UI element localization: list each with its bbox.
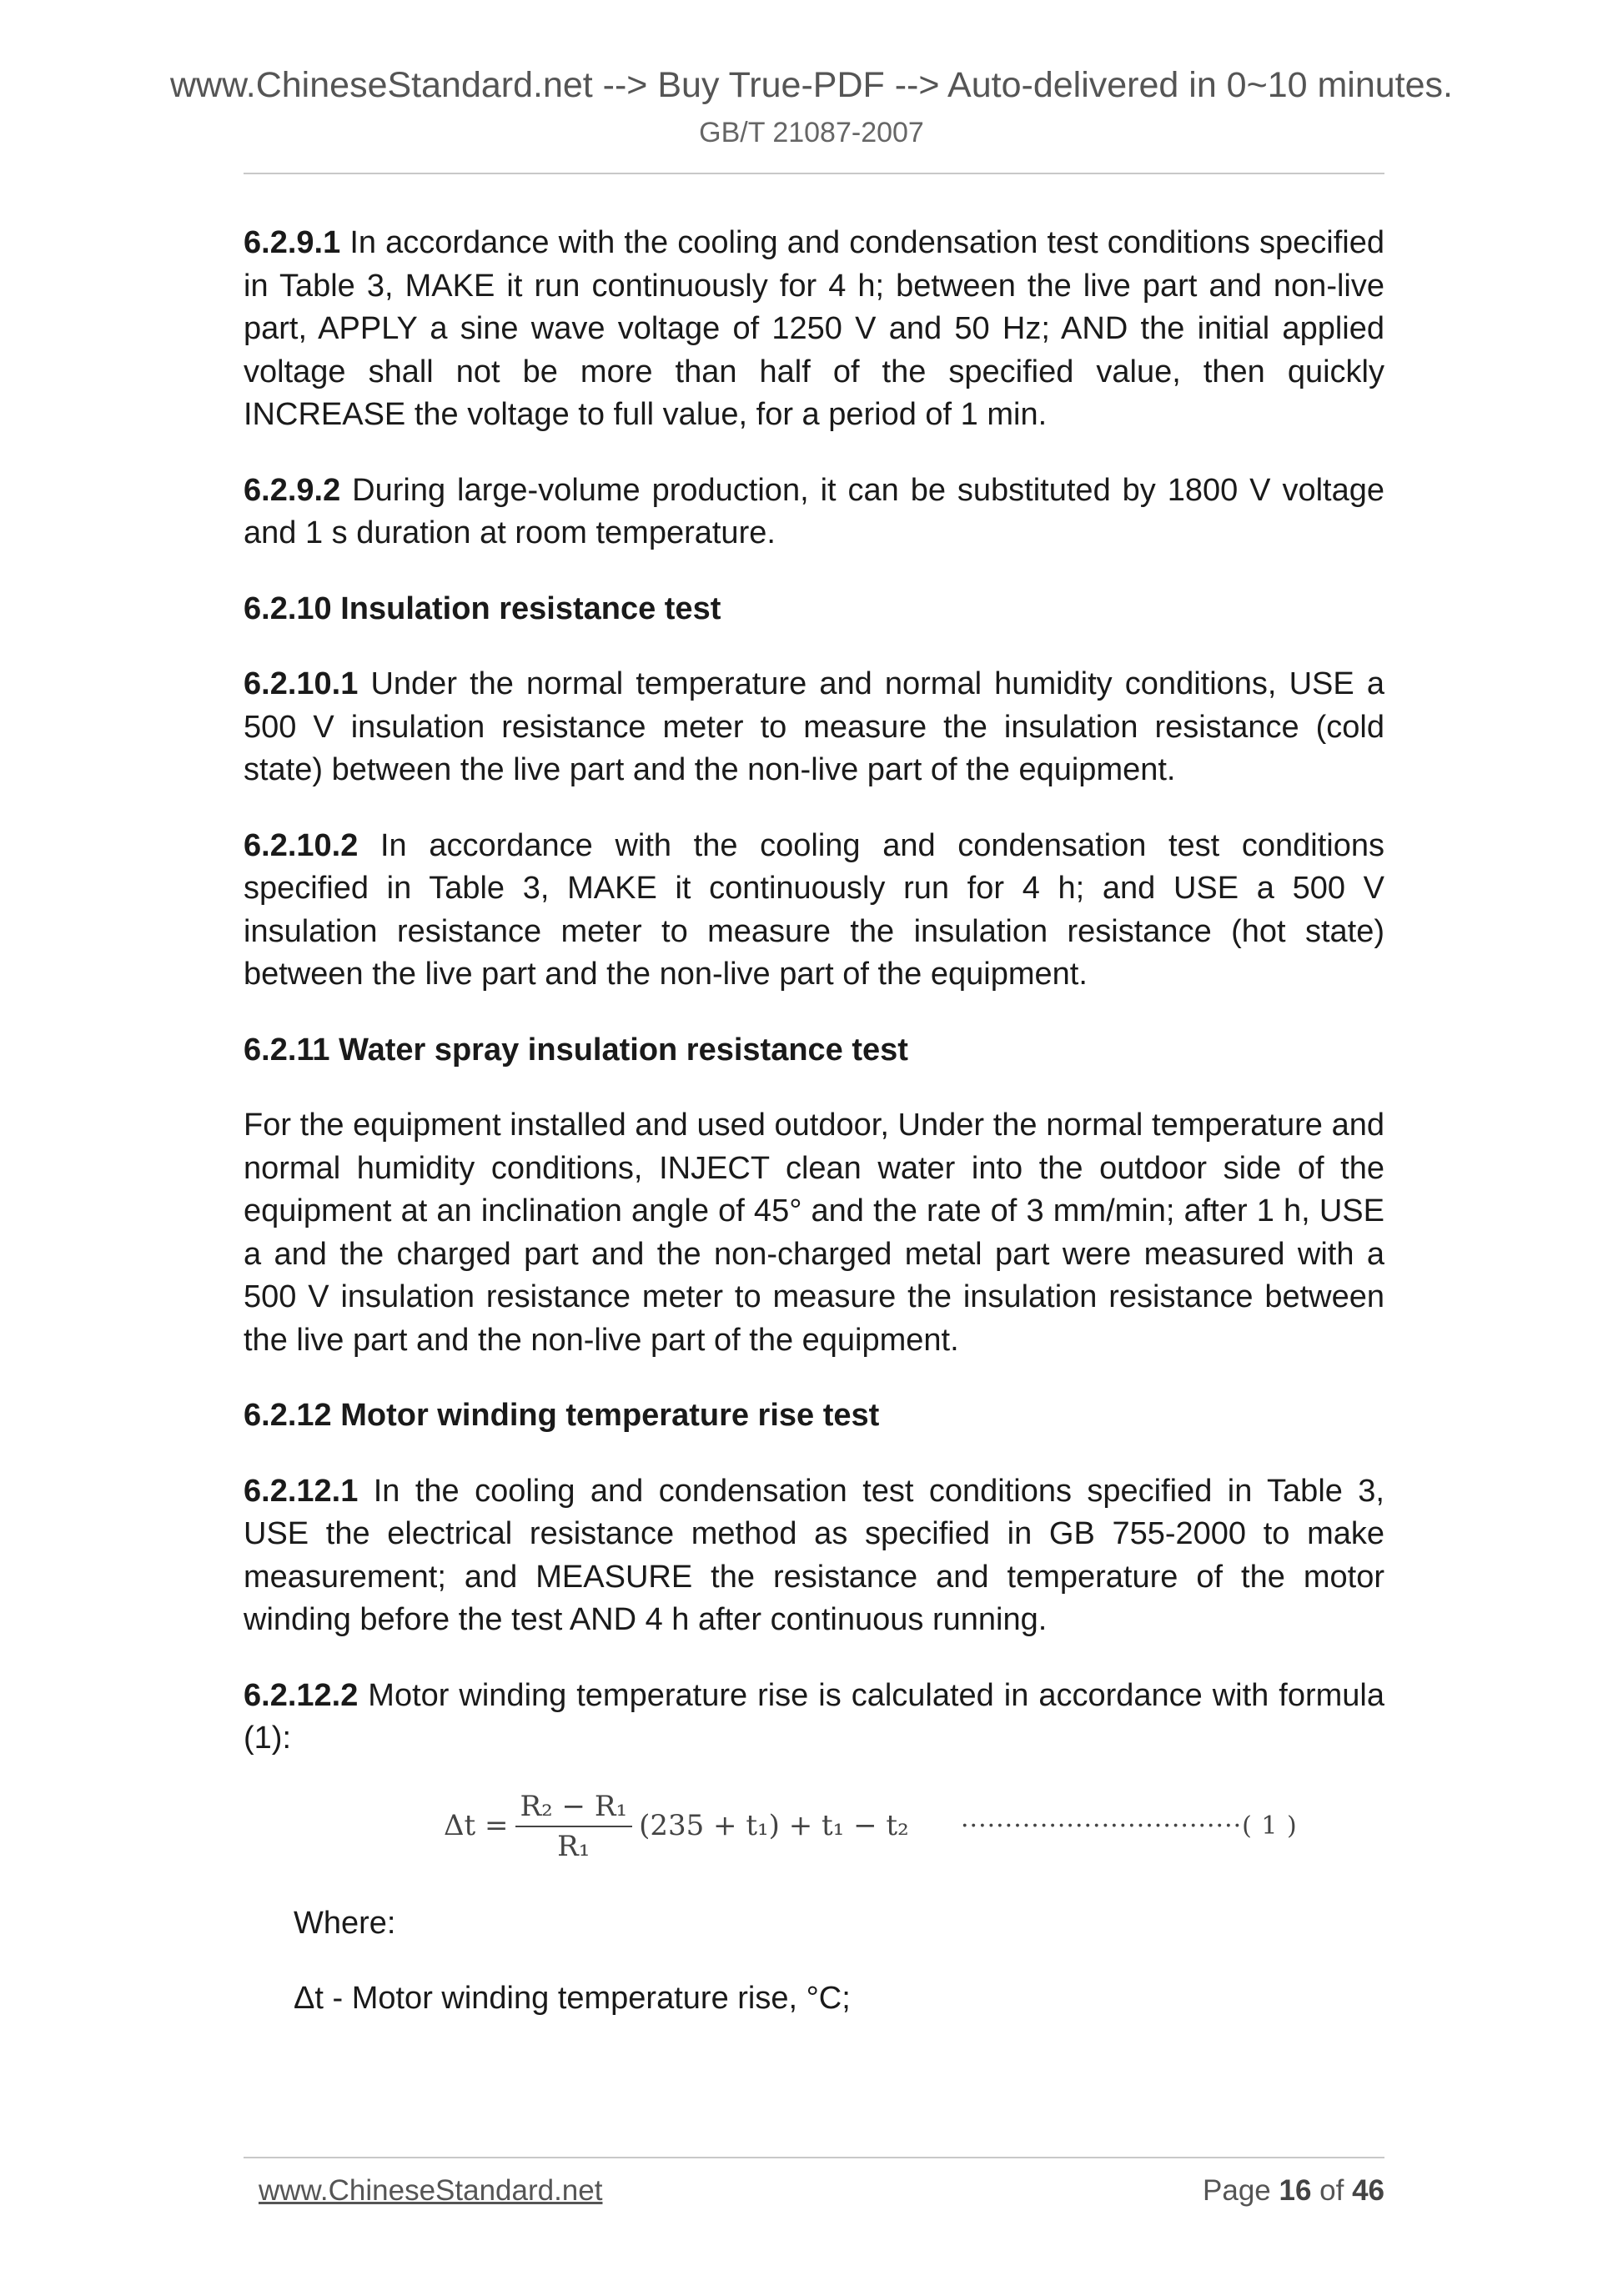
- clause-6-2-11-text: For the equipment installed and used outdoor, Under the normal temperature and normal humidity conditions, INJECT clean water into the outdoor side of the equipment at an inclination angle of 45° and the rate of 3 mm/min; after 1 h, USE a and the charged part and the non-charged metal part were measured with a 500 V insulation resistance meter to measure the insulation resistance between the live part and the non-live part of the equipment.: [244, 1108, 1384, 1358]
- clause-text: In the cooling and condensation test conditions specified in Table 3, USE the electrical resistance method as specified in GB 755-2000 to make measurement; and MEASURE the resistance and temperature of the motor winding before the test AND 4 h after continuous running.: [244, 1473, 1384, 1637]
- clause-text: During large-volume production, it can be substituted by 1800 V voltage and 1 s duration at room temperature.: [244, 472, 1384, 550]
- formula-number-leader: [961, 1781, 1298, 1872]
- formula-lhs: Δt =: [444, 1808, 509, 1842]
- clause-number: 6.2.10.1: [244, 666, 359, 701]
- page-total: 46: [1352, 2174, 1384, 2207]
- where-label: Where:: [294, 1905, 396, 1941]
- footer-divider: [244, 2157, 1384, 2158]
- page-content: [244, 222, 1384, 2053]
- clause-number: 6.2.9.2: [244, 472, 341, 508]
- header-divider: [244, 173, 1384, 174]
- formula-1: [244, 1781, 1384, 1872]
- clause-text: Under the normal temperature and normal humidity conditions, USE a 500 V insulation resistance meter to measure the insulation resistance (cold state) between the live part and the non-live part of the equipment.: [244, 666, 1384, 787]
- heading-6-2-12: 6.2.12 Motor winding temperature rise test: [244, 1398, 880, 1433]
- clause-text: Motor winding temperature rise is calculated in accordance with formula (1):: [244, 1677, 1384, 1756]
- clause-text: In accordance with the cooling and condensation test conditions specified in Table 3, MAKE it run continuously for 4 h; between the live part and non-live part, APPLY a sine wave voltage of 1250 V and 50 Hz; AND the initial applied voltage shall not be more than half of the specified value, then quickly INCREASE the voltage to full value, for a period of 1 min.: [244, 225, 1384, 432]
- page-current: 16: [1279, 2174, 1312, 2207]
- heading-6-2-11: 6.2.11 Water spray insulation resistance test: [244, 1032, 908, 1068]
- page-prefix: Page: [1203, 2174, 1279, 2207]
- clause-number: 6.2.10.2: [244, 827, 359, 863]
- page-mid: of: [1311, 2174, 1353, 2207]
- formula-dots: ································: [961, 1811, 1243, 1841]
- page-number: [1084, 2174, 1384, 2208]
- clause-6-2-12-2: [244, 1675, 1384, 1761]
- formula-denominator: R₁: [557, 1829, 590, 1863]
- formula-rest: (235 + t₁) + t₁ − t₂: [639, 1808, 909, 1842]
- clause-6-2-9-2: [244, 470, 1384, 555]
- formula-numerator: R₂ − R₁: [515, 1787, 633, 1827]
- clause-number: 6.2.12.1: [244, 1473, 359, 1509]
- header-banner: www.ChineseStandard.net --> Buy True-PDF --> Auto-delivered in 0~10 minutes.: [169, 65, 1453, 105]
- standard-code: GB/T 21087-2007: [699, 117, 924, 148]
- clause-6-2-10-1: [244, 663, 1384, 792]
- clause-6-2-10-2: [244, 825, 1384, 997]
- clause-text: In accordance with the cooling and condensation test conditions specified in Table 3, MAKE it continuously run for 4 h; and USE a 500 V insulation resistance meter to measure the insulation resistance (hot state) between the live part and the non-live part of the equipment.: [244, 827, 1384, 992]
- formula-expression: [444, 1781, 909, 1872]
- clause-number: 6.2.9.1: [244, 225, 341, 260]
- clause-6-2-9-1: [244, 222, 1384, 437]
- heading-6-2-10: 6.2.10 Insulation resistance test: [244, 590, 721, 626]
- clause-number: 6.2.12.2: [244, 1677, 359, 1713]
- footer-website-link[interactable]: www.ChineseStandard.net: [259, 2174, 603, 2207]
- formula-number: ( 1 ): [1242, 1811, 1298, 1841]
- formula-fraction: [515, 1787, 633, 1866]
- definition-delta-t: Δt - Motor winding temperature rise, °C;: [294, 1981, 851, 2016]
- clause-6-2-12-1: [244, 1470, 1384, 1642]
